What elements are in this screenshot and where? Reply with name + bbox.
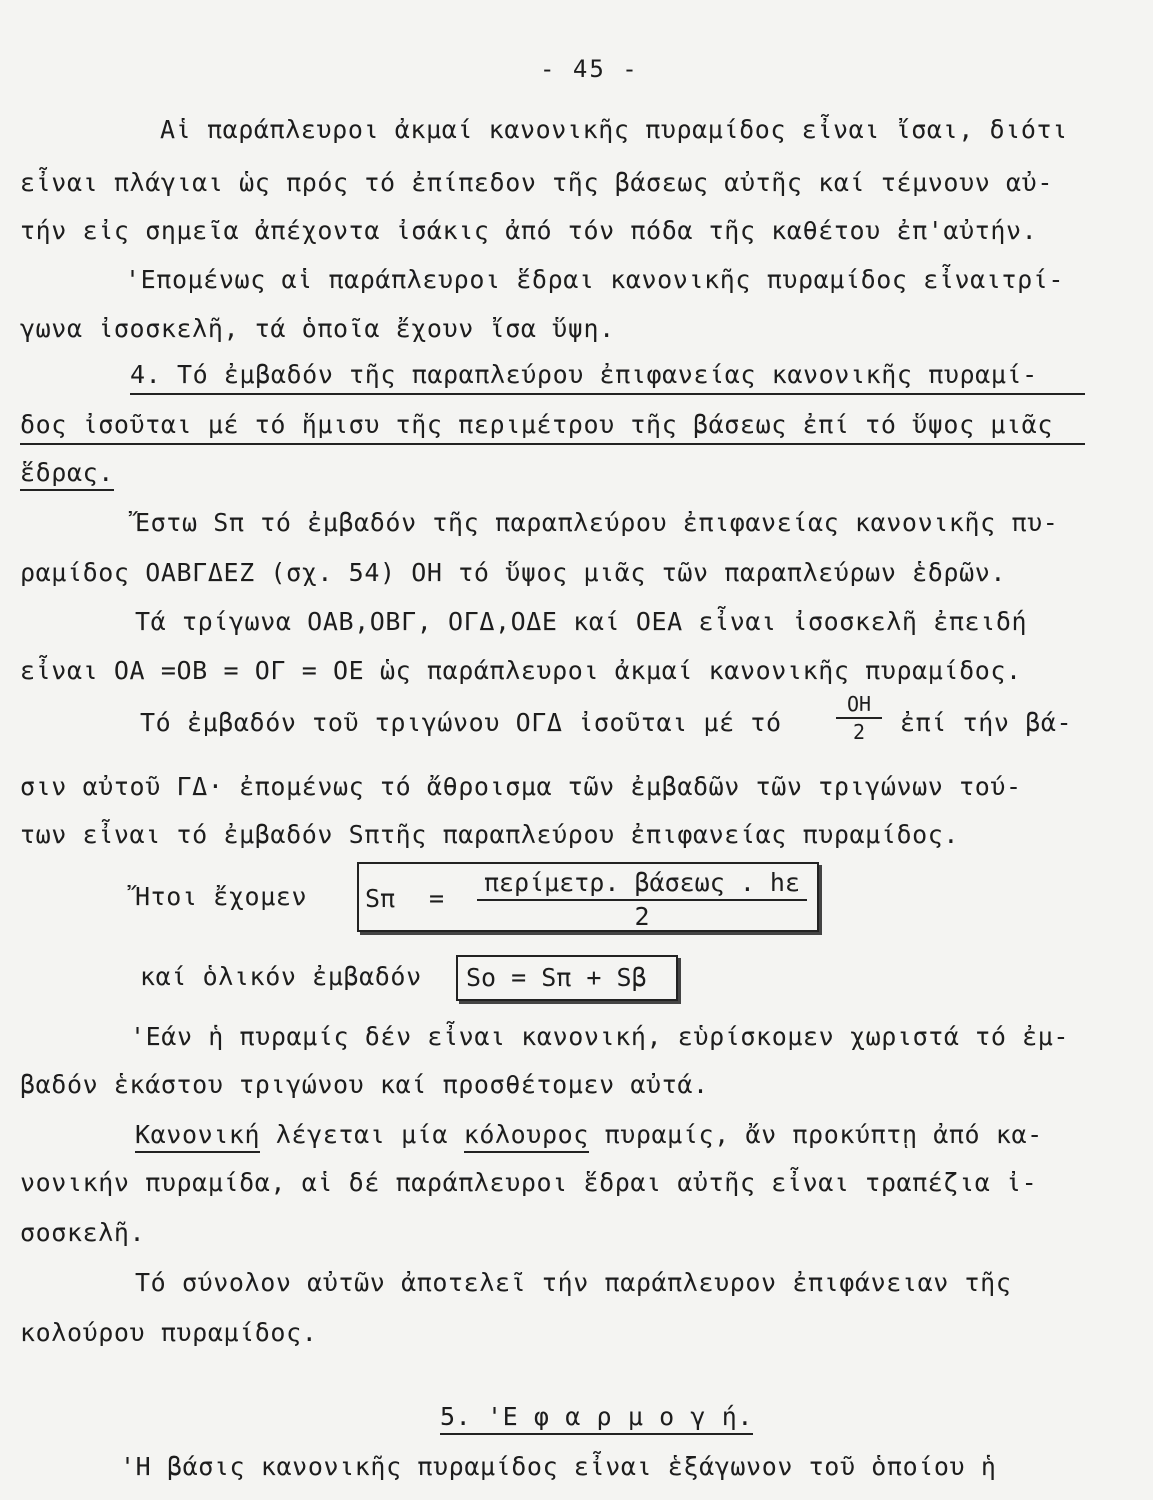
text-line-17 <box>135 1120 1043 1150</box>
term-kanoniki: Κανονική <box>135 1120 260 1153</box>
section-4-heading-tail: ἕδρας. <box>20 458 114 491</box>
section-4-heading-line-3 <box>20 458 114 488</box>
formula-2: Sο = Sπ + Sβ <box>466 963 647 992</box>
formula-1-fraction-bar <box>477 899 807 901</box>
text-line-6: Ἔστω Sπ τό ἐμβαδόν τῆς παραπλεύρου ἐπιφανείας κανονικῆς πυ- <box>135 508 1059 537</box>
text-line-16: βαδόν ἑκάστου τριγώνου καί προσθέτομεν αὐτά. <box>20 1070 709 1099</box>
section-5-heading <box>440 1402 753 1432</box>
term-kolouros: κόλουρος <box>464 1120 589 1153</box>
text-line-8: Τά τρίγωνα ΟΑΒ,ΟΒΓ, ΟΓΔ,ΟΔΕ καί ΟΕΑ εἶναι ἰσοσκελῆ ἐπειδή <box>135 607 1028 636</box>
text-line-10a: Τό ἐμβαδόν τοῦ τριγώνου ΟΓΔ ἰσοῦται μέ τό <box>140 708 782 737</box>
text-line-19: σοσκελῆ. <box>20 1218 146 1247</box>
text-line-5: γωνα ἰσοσκελῆ, τά ὁποῖα ἔχουν ἴσα ὕψη. <box>20 314 615 343</box>
text-line-13: Ἤτοι ἔχομεν <box>135 882 308 911</box>
section-4-heading-line-2: δος ἰσοῦται μέ τό ἥμισυ τῆς περιμέτρου τῆς βάσεως ἐπί τό ὕψος μιᾶς <box>20 410 1085 445</box>
formula-1-lhs: Sπ <box>365 884 396 913</box>
inline-fraction-bar <box>836 717 882 719</box>
section-5-title: 5. 'Ε φ α ρ μ ο γ ή. <box>440 1402 753 1435</box>
inline-fraction-denominator: 2 <box>852 720 866 744</box>
inline-fraction-numerator: ΟΗ <box>846 692 872 716</box>
section-4-heading-line-1: 4. Τό ἐμβαδόν τῆς παραπλεύρου ἐπιφανείας κανονικῆς πυραμί- <box>130 360 1085 395</box>
inline-fraction <box>836 692 882 744</box>
text-line-22: 'Η βάσις κανονικῆς πυραμίδος εἶναι ἑξάγωνον τοῦ ὁποίου ἡ <box>120 1452 997 1481</box>
text-line-1: Αἱ παράπλευροι ἀκμαί κανονικῆς πυραμίδος εἶναι ἴσαι, διότι <box>160 115 1068 144</box>
text-line-10b: ἐπί τήν βά- <box>900 708 1073 737</box>
text-line-9: εἶναι ΟΑ =ΟΒ = ΟΓ = ΟΕ ὡς παράπλευροι ἀκμαί κανονικῆς πυραμίδος. <box>20 656 1022 685</box>
text-line-21: κολούρου πυραμίδος. <box>20 1318 318 1347</box>
page-number: - 45 - <box>540 55 639 83</box>
formula-1-equals: = <box>429 884 445 913</box>
formula-box-1 <box>357 862 819 932</box>
text-line-3: τήν εἰς σημεῖα ἀπέχοντα ἰσάκις ἀπό τόν πόδα τῆς καθέτου ἐπ'αὐτήν. <box>20 216 1038 245</box>
formula-box-2 <box>456 955 678 1001</box>
text-line-14: καί ὁλικόν ἐμβαδόν <box>140 962 422 991</box>
text-line-2: εἶναι πλάγιαι ὡς πρός τό ἐπίπεδον τῆς βάσεως αὐτῆς καί τέμνουν αὐ- <box>20 168 1053 197</box>
text-line-18: νονικήν πυραμίδα, αἱ δέ παράπλευροι ἕδραι αὐτῆς εἶναι τραπέζια ἰ- <box>20 1168 1038 1197</box>
text-line-15: 'Εάν ἡ πυραμίς δέν εἶναι κανονική, εὑρίσκομεν χωριστά τό ἐμ- <box>130 1022 1070 1051</box>
text-line-17-end: πυραμίς, ἄν προκύπτῃ ἀπό κα- <box>604 1120 1043 1149</box>
text-line-4: 'Επομένως αἱ παράπλευροι ἕδραι κανονικῆς πυραμίδος εἶναιτρί- <box>125 265 1065 294</box>
text-line-11: σιν αὐτοῦ ΓΔ· ἐπομένως τό ἄθροισμα τῶν ἐμβαδῶν τῶν τριγώνων τού- <box>20 772 1022 801</box>
text-line-12: των εἶναι τό ἐμβαδόν Sπτῆς παραπλεύρου ἐπιφανείας πυραμίδος. <box>20 820 960 849</box>
formula-1-numerator: περίμετρ. βάσεως . hε <box>483 868 801 897</box>
text-line-17-mid: λέγεται μία <box>275 1120 449 1149</box>
text-line-20: Τό σύνολον αὐτῶν ἀποτελεῖ τήν παράπλευρον ἐπιφάνειαν τῆς <box>135 1268 1012 1297</box>
text-line-7: ραμίδος ΟΑΒΓΔΕΖ (σχ. 54) ΟΗ τό ὕψος μιᾶς τῶν παραπλεύρων ἑδρῶν. <box>20 558 1007 587</box>
formula-1-denominator: 2 <box>634 902 650 931</box>
